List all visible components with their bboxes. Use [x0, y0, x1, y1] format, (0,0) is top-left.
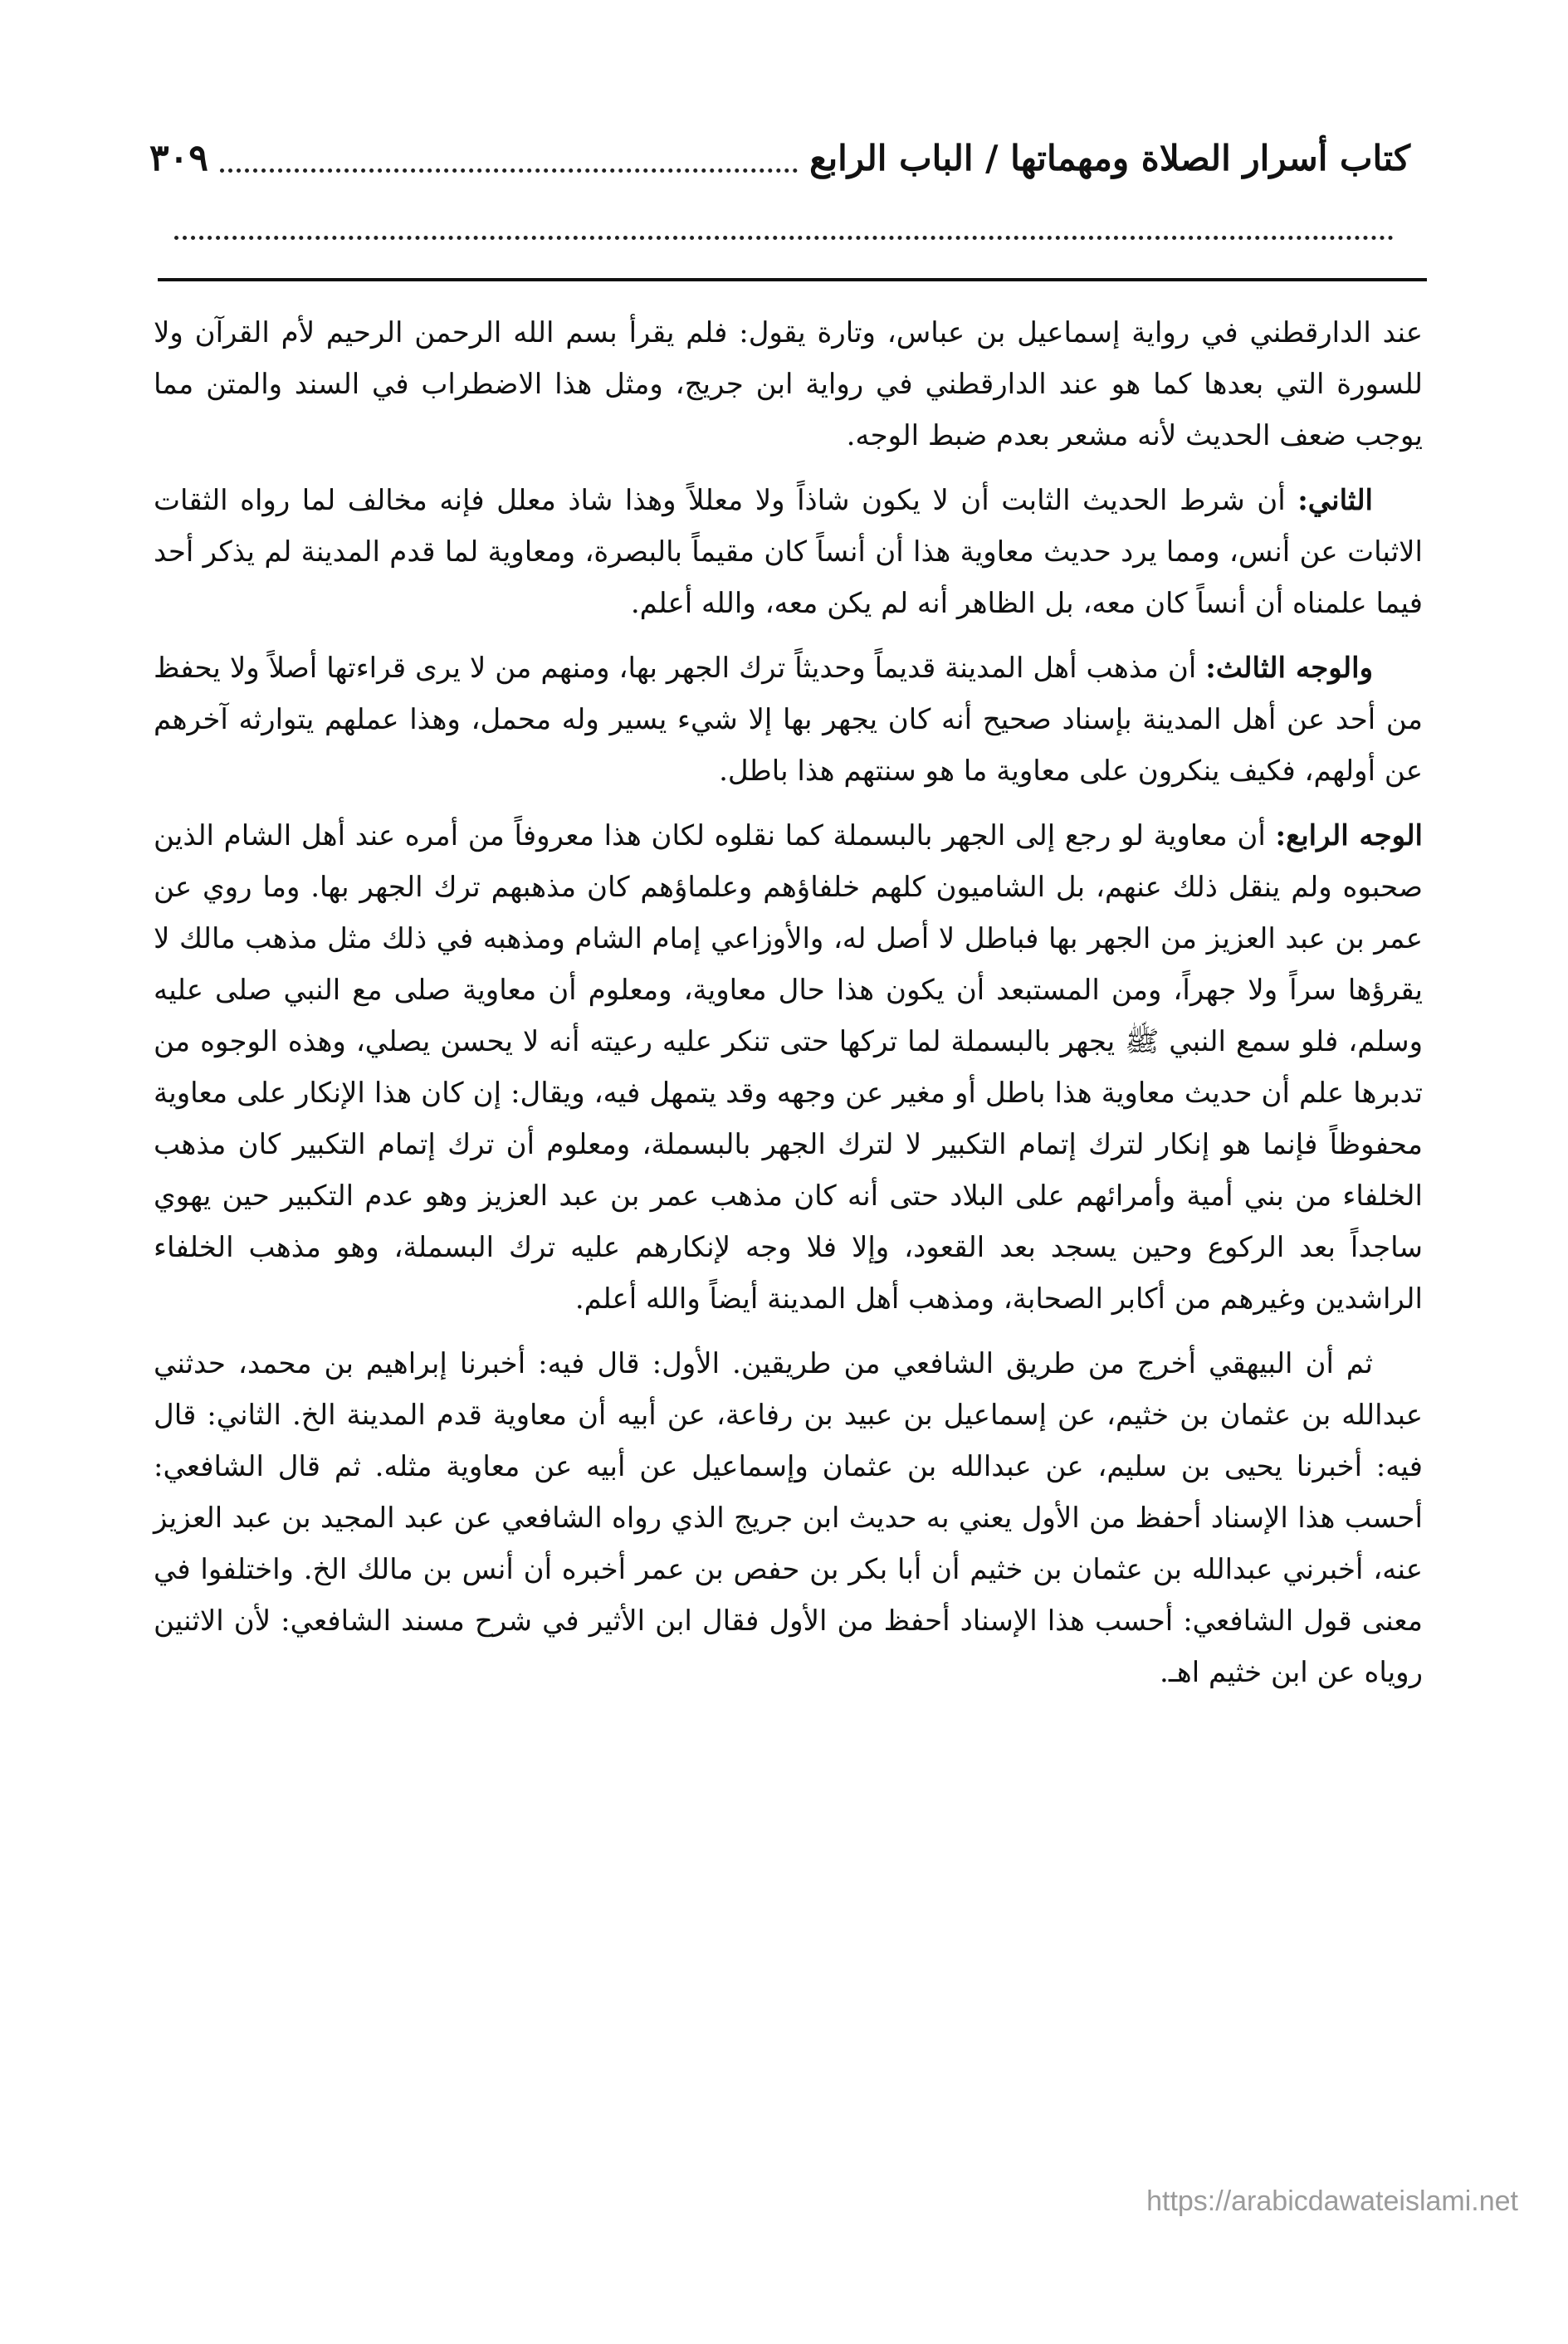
paragraph-text: أن معاوية لو رجع إلى الجهر بالبسملة كما نقلوه لكان هذا معروفاً من أمره عند أهل الشام الذين صحبوه ولم ينقل ذلك عنهم، بل الشاميون كلهم خلفاؤهم وعلماؤهم كان مذهبهم ترك الجهر بها. وما روي عن عمر بن عبد العزيز من الجهر بها فباطل لا أصل له، والأوزاعي إمام الشام ومذهبه في ذلك مثل مذهب مالك لا يقرؤها سراً ولا جهراً، ومن المستبعد أن يكون هذا حال معاوية، ومعلوم أن معاوية صلى مع النبي صلى عليه وسلم، فلو سمع النبي ﷺ يجهر بالبسملة لما تركها حتى تنكر عليه رعيته أنه لا يحسن يصلي، وهذه الوجوه من تدبرها علم أن حديث معاوية هذا باطل أو مغير عن وجهه وقد يتمهل فيه، ويقال: إن كان هذا الإنكار على معاوية محفوظاً فإنما هو إنكار لترك إتمام التكبير لا لترك الجهر بالبسملة، ومعلوم أن ترك إتمام التكبير كان مذهب الخلفاء من بني أمية وأمرائهم على البلاد حتى أنه كان مذهب عمر بن عبد العزيز وهو عدم التكبير حين يهوي ساجداً بعد الركوع وحين يسجد بعد القعود، وإلا فلا وجه لإنكارهم عليه ترك البسملة، وهو مذهب الخلفاء الراشدين وغيرهم من أكابر الصحابة، ومذهب أهل المدينة أيضاً والله أعلم. [154, 819, 1423, 1316]
running-title: كتاب أسرار الصلاة ومهماتها / الباب الرابع [809, 137, 1410, 178]
paragraph-lead: الوجه الرابع: [1275, 819, 1424, 852]
page-number: ٣٠٩ [149, 136, 208, 179]
paragraph-text: عند الدارقطني في رواية إسماعيل بن عباس، وتارة يقول: فلم يقرأ بسم الله الرحمن الرحيم لأم القرآن ولا للسورة التي بعدها كما هو عند الدارقطني في رواية ابن جريج، ومثل هذا الاضطراب في السند والمتن مما يوجب ضعف الحديث لأنه مشعر بعدم ضبط الوجه. [154, 316, 1423, 452]
paragraph-text: ثم أن البيهقي أخرج من طريق الشافعي من طريقين. الأول: قال فيه: أخبرنا إبراهيم بن محمد، حدثني عبدالله بن عثمان بن خثيم، عن إسماعيل بن عبيد بن رفاعة، عن أبيه أن معاوية قدم المدينة الخ. الثاني: قال فيه: أخبرنا يحيى بن سليم، عن عبدالله بن عثمان وإسماعيل عن أبيه عن معاوية مثله. ثم قال الشافعي: أحسب هذا الإسناد أحفظ من الأول يعني به حديث ابن جريج الذي رواه الشافعي عن عبد المجيد بن عبد العزيز عنه، أخبرني عبدالله بن عثمان بن خثيم أن أبا بكر بن حفص بن عمر أخبره أن أنس بن مالك الخ. واختلفوا في معنى قول الشافعي: أحسب هذا الإسناد أحفظ من الأول فقال ابن الأثير في شرح مسند الشافعي: لأن الاثنين روياه عن ابن خثيم اهـ. [154, 1347, 1423, 1689]
dotted-separator [174, 231, 1394, 240]
page-header [149, 125, 1410, 191]
paragraph-text: أن مذهب أهل المدينة قديماً وحديثاً ترك الجهر بها، ومنهم من لا يرى قراءتها أصلاً ولا يحفظ من أحد عن أهل المدينة بإسناد صحيح أنه كان يجهر بها إلا شيء يسير وله محمل، وهذا عملهم يتوارثه آخرهم عن أولهم، فكيف ينكرون على معاوية ما هو سنتهم هذا باطل. [154, 652, 1423, 788]
paragraph [154, 810, 1423, 1325]
paragraph-lead: والوجه الثالث: [1205, 652, 1374, 685]
paragraph [154, 642, 1423, 797]
paragraph [154, 475, 1423, 629]
header-leader-dots [220, 160, 798, 173]
header-rule [158, 278, 1427, 281]
body-text [154, 307, 1423, 1712]
paragraph-lead: الثاني: [1297, 484, 1373, 517]
watermark-url: https://arabicdawateislami.net [1146, 2185, 1518, 2217]
paragraph-text: أن شرط الحديث الثابت أن لا يكون شاذاً ولا معللاً وهذا شاذ معلل فإنه مخالف لما رواه الثقات الاثبات عن أنس، ومما يرد حديث معاوية هذا أن أنساً كان مقيماً بالبصرة، ومعاوية لما قدم المدينة لم يذكر أحد فيما علمناه أن أنساً كان معه، بل الظاهر أنه لم يكن معه، والله أعلم. [154, 484, 1423, 620]
paragraph [154, 307, 1423, 461]
paragraph [154, 1338, 1423, 1698]
